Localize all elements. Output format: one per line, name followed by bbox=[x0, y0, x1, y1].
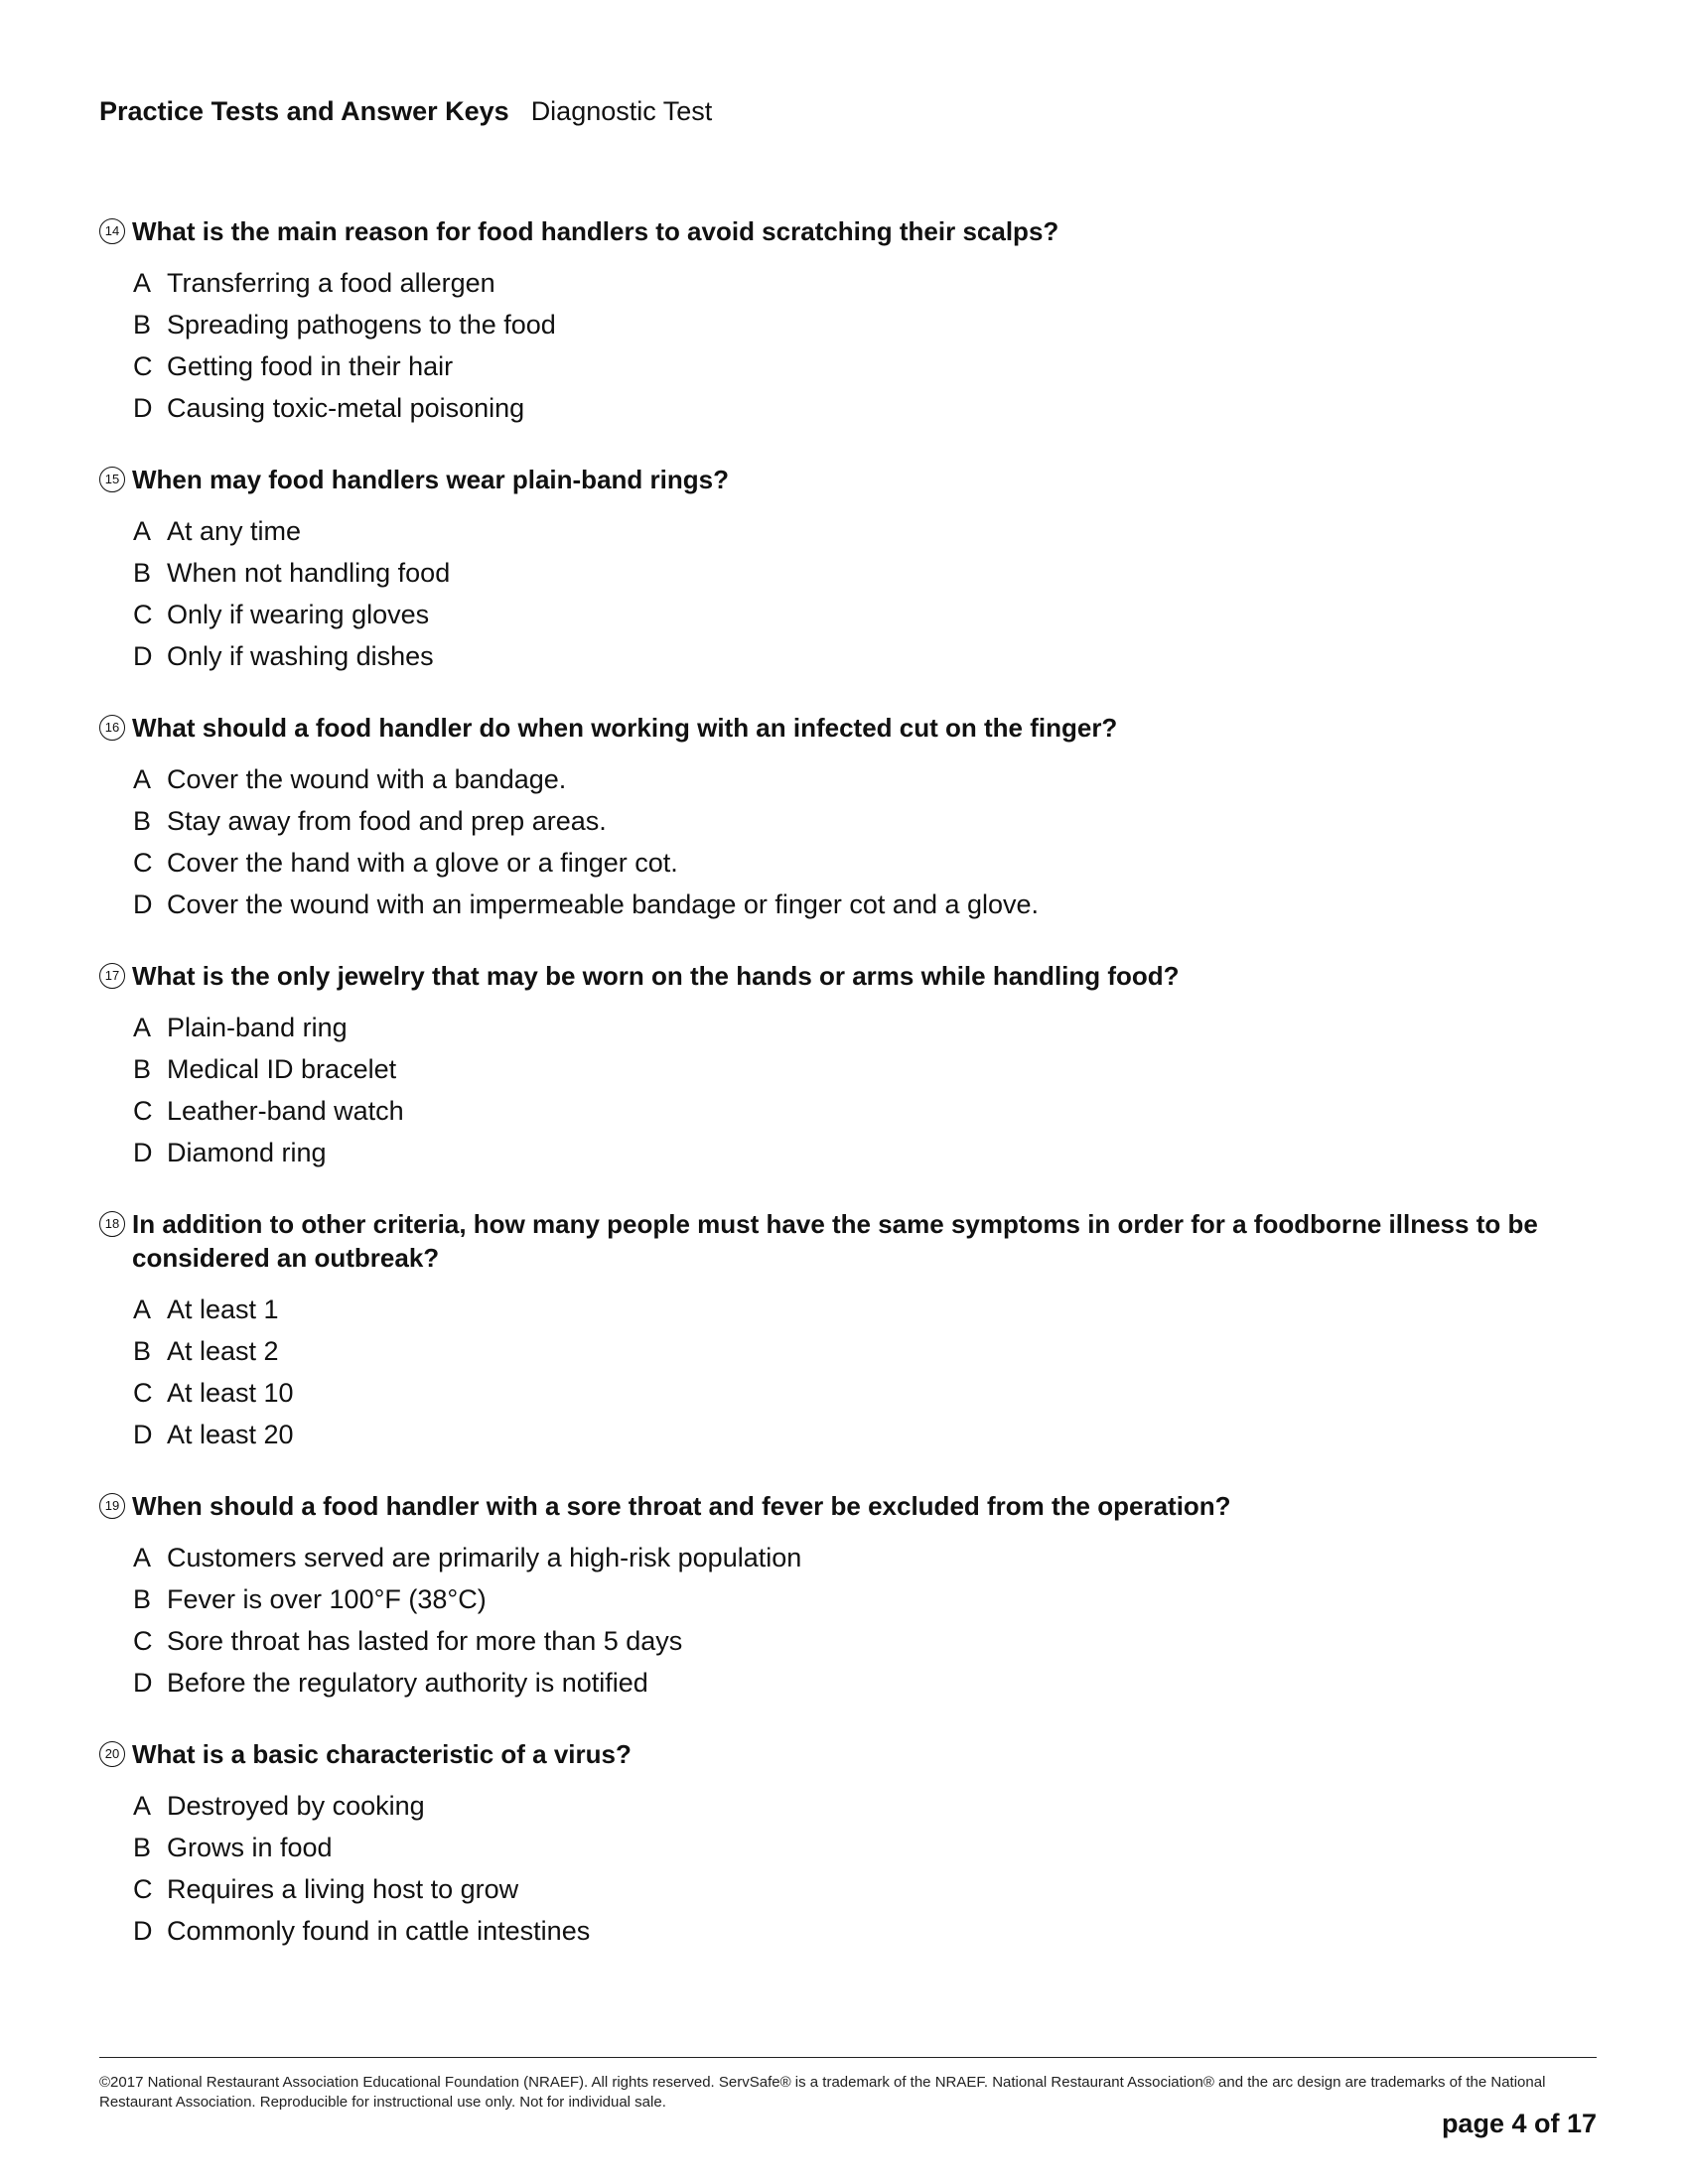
option-text: Fever is over 100°F (38°C) bbox=[167, 1584, 487, 1614]
question-number-badge: 20 bbox=[99, 1741, 125, 1767]
question-18 bbox=[99, 1207, 1599, 1455]
answer-options bbox=[133, 262, 1599, 429]
option-letter: C bbox=[133, 1096, 153, 1126]
option-letter: B bbox=[133, 1584, 152, 1614]
answer-option-b[interactable] bbox=[133, 552, 1599, 594]
option-letter: D bbox=[133, 641, 153, 671]
page-header bbox=[99, 93, 712, 129]
answer-options bbox=[133, 1537, 1599, 1704]
option-letter: C bbox=[133, 600, 153, 629]
question-number-badge: 18 bbox=[99, 1211, 125, 1237]
answer-option-d[interactable] bbox=[133, 635, 1599, 677]
answer-option-b[interactable] bbox=[133, 1330, 1599, 1372]
question-text: What is the only jewelry that may be worn on the hands or arms while handling food? bbox=[132, 961, 1180, 991]
option-letter: A bbox=[133, 764, 152, 794]
answer-option-d[interactable] bbox=[133, 387, 1599, 429]
option-letter: A bbox=[133, 1295, 152, 1324]
option-text: At any time bbox=[167, 516, 302, 546]
page-number: page 4 of 17 bbox=[1441, 2109, 1597, 2138]
option-letter: C bbox=[133, 1378, 153, 1408]
option-letter: D bbox=[133, 1668, 153, 1698]
answer-options bbox=[133, 510, 1599, 677]
option-text: Sore throat has lasted for more than 5 days bbox=[167, 1626, 683, 1656]
answer-option-a[interactable] bbox=[133, 1007, 1599, 1048]
subsection-title: Diagnostic Test bbox=[530, 96, 713, 126]
option-text: Customers served are primarily a high-risk population bbox=[167, 1543, 802, 1572]
question-number-badge: 17 bbox=[99, 963, 125, 989]
option-text: Spreading pathogens to the food bbox=[167, 310, 556, 340]
answer-options bbox=[133, 1785, 1599, 1952]
question-14 bbox=[99, 214, 1599, 429]
option-text: Leather-band watch bbox=[167, 1096, 404, 1126]
answer-option-c[interactable] bbox=[133, 1868, 1599, 1910]
footer-divider bbox=[99, 2057, 1597, 2058]
answer-option-b[interactable] bbox=[133, 1048, 1599, 1090]
answer-option-c[interactable] bbox=[133, 1090, 1599, 1132]
question-19 bbox=[99, 1489, 1599, 1704]
option-text: At least 10 bbox=[167, 1378, 294, 1408]
option-text: At least 2 bbox=[167, 1336, 279, 1366]
option-text: When not handling food bbox=[167, 558, 451, 588]
answer-option-b[interactable] bbox=[133, 1578, 1599, 1620]
option-text: Causing toxic-metal poisoning bbox=[167, 393, 525, 423]
option-letter: B bbox=[133, 1833, 152, 1862]
option-letter: D bbox=[133, 1916, 153, 1946]
option-letter: A bbox=[133, 516, 152, 546]
answer-option-a[interactable] bbox=[133, 1537, 1599, 1578]
question-text: When may food handlers wear plain-band rings? bbox=[132, 465, 729, 494]
answer-option-a[interactable] bbox=[133, 1289, 1599, 1330]
answer-option-c[interactable] bbox=[133, 1372, 1599, 1414]
answer-option-d[interactable] bbox=[133, 884, 1599, 925]
answer-option-d[interactable] bbox=[133, 1132, 1599, 1173]
option-text: Commonly found in cattle intestines bbox=[167, 1916, 591, 1946]
answer-option-c[interactable] bbox=[133, 594, 1599, 635]
option-letter: B bbox=[133, 1054, 152, 1084]
question-number-badge: 14 bbox=[99, 218, 125, 244]
section-title: Practice Tests and Answer Keys bbox=[99, 96, 509, 126]
option-text: Grows in food bbox=[167, 1833, 333, 1862]
answer-options bbox=[133, 1007, 1599, 1173]
option-text: Cover the wound with a bandage. bbox=[167, 764, 567, 794]
question-text: What is the main reason for food handlers to avoid scratching their scalps? bbox=[132, 216, 1059, 246]
question-number-badge: 15 bbox=[99, 467, 125, 492]
option-text: Getting food in their hair bbox=[167, 351, 454, 381]
option-letter: A bbox=[133, 1013, 152, 1042]
answer-option-b[interactable] bbox=[133, 1827, 1599, 1868]
option-letter: B bbox=[133, 310, 152, 340]
answer-option-a[interactable] bbox=[133, 262, 1599, 304]
option-text: Only if wearing gloves bbox=[167, 600, 430, 629]
option-letter: B bbox=[133, 1336, 152, 1366]
option-text: Diamond ring bbox=[167, 1138, 327, 1167]
question-17 bbox=[99, 959, 1599, 1173]
option-letter: D bbox=[133, 393, 153, 423]
answer-option-c[interactable] bbox=[133, 1620, 1599, 1662]
answer-option-b[interactable] bbox=[133, 800, 1599, 842]
question-number-badge: 19 bbox=[99, 1493, 125, 1519]
answer-option-b[interactable] bbox=[133, 304, 1599, 345]
question-text: What should a food handler do when working with an infected cut on the finger? bbox=[132, 713, 1118, 743]
answer-options bbox=[133, 758, 1599, 925]
option-text: At least 1 bbox=[167, 1295, 279, 1324]
answer-option-a[interactable] bbox=[133, 510, 1599, 552]
option-letter: C bbox=[133, 848, 153, 878]
answer-option-a[interactable] bbox=[133, 758, 1599, 800]
question-number-badge: 16 bbox=[99, 715, 125, 741]
answer-option-d[interactable] bbox=[133, 1414, 1599, 1455]
option-letter: B bbox=[133, 558, 152, 588]
option-text: At least 20 bbox=[167, 1420, 294, 1449]
question-text: In addition to other criteria, how many people must have the same symptoms in order for a foodborne illness to be considered an outbreak? bbox=[132, 1209, 1538, 1273]
option-letter: D bbox=[133, 1138, 153, 1167]
option-text: Plain-band ring bbox=[167, 1013, 348, 1042]
question-20 bbox=[99, 1737, 1599, 1952]
option-letter: A bbox=[133, 268, 152, 298]
option-letter: A bbox=[133, 1543, 152, 1572]
option-text: Only if washing dishes bbox=[167, 641, 434, 671]
option-text: Cover the hand with a glove or a finger cot. bbox=[167, 848, 678, 878]
option-text: Before the regulatory authority is notified bbox=[167, 1668, 648, 1698]
answer-option-c[interactable] bbox=[133, 842, 1599, 884]
question-16 bbox=[99, 711, 1599, 925]
option-letter: A bbox=[133, 1791, 152, 1821]
option-text: Cover the wound with an impermeable bandage or finger cot and a glove. bbox=[167, 889, 1040, 919]
answer-option-d[interactable] bbox=[133, 1662, 1599, 1704]
answer-option-a[interactable] bbox=[133, 1785, 1599, 1827]
option-letter: C bbox=[133, 1874, 153, 1904]
question-15 bbox=[99, 463, 1599, 677]
option-letter: D bbox=[133, 1420, 153, 1449]
question-text: When should a food handler with a sore throat and fever be excluded from the operation? bbox=[132, 1491, 1231, 1521]
answer-option-c[interactable] bbox=[133, 345, 1599, 387]
option-text: Medical ID bracelet bbox=[167, 1054, 397, 1084]
option-text: Transferring a food allergen bbox=[167, 268, 495, 298]
copyright-notice: ©2017 National Restaurant Association Educational Foundation (NRAEF). All rights reserved. ServSafe® is a trademark of the NRAEF. National Restaurant Association® and the arc design are trademarks of the National Restaurant Association. Reproducible for instructional use only. Not for individual sale. bbox=[99, 2074, 1546, 2111]
option-letter: C bbox=[133, 1626, 153, 1656]
answer-option-d[interactable] bbox=[133, 1910, 1599, 1952]
option-letter: B bbox=[133, 806, 152, 836]
question-text: What is a basic characteristic of a virus? bbox=[132, 1739, 632, 1769]
option-text: Stay away from food and prep areas. bbox=[167, 806, 607, 836]
option-letter: D bbox=[133, 889, 153, 919]
option-text: Destroyed by cooking bbox=[167, 1791, 425, 1821]
option-letter: C bbox=[133, 351, 153, 381]
answer-options bbox=[133, 1289, 1599, 1455]
option-text: Requires a living host to grow bbox=[167, 1874, 519, 1904]
